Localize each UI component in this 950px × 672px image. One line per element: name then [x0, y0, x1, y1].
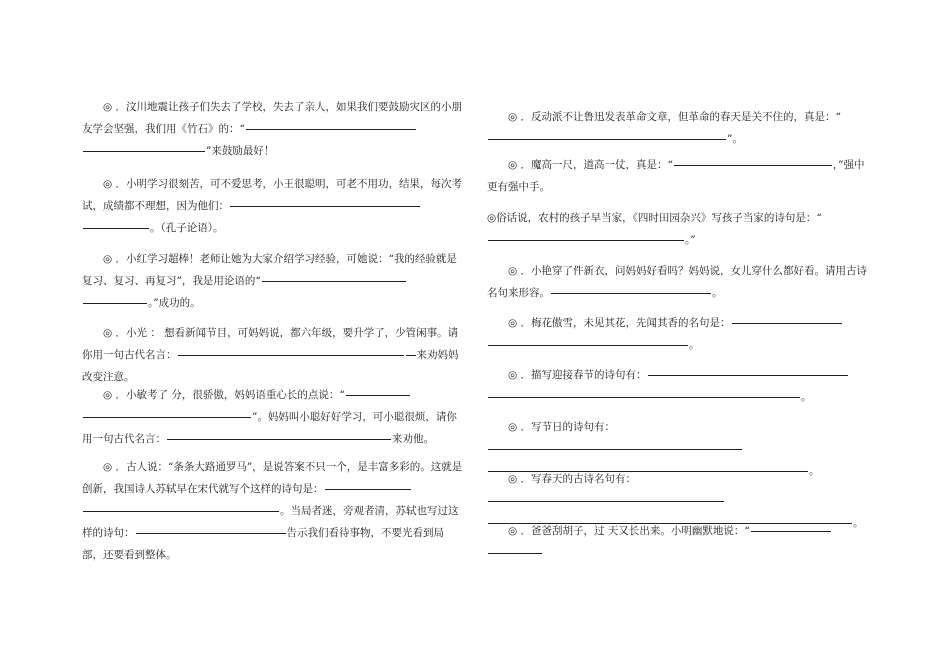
- question-12-text: ◎ ．描写迎接春节的诗句有：: [508, 369, 647, 381]
- question-3: [82, 248, 464, 314]
- question-9-text: ◎俗话说，农村的孩子早当家，《四时田园杂兴》写孩子当家的诗句是：“: [487, 212, 822, 224]
- question-4-text: 来劝妈妈改变注意。: [82, 349, 459, 383]
- blank-line[interactable]: [83, 228, 149, 229]
- question-2-text: 。（孔子论语）。: [150, 222, 224, 234]
- question-3-text: ◎ ．小红学习超棒！老师让她为大家介绍学习经验，可她说：“我的经验就是复习、复习、再复习”，我是用论语的“: [82, 253, 457, 287]
- blank-line[interactable]: [648, 375, 848, 376]
- blank-line[interactable]: [732, 323, 842, 324]
- question-13-text: 。: [809, 465, 820, 477]
- question-9: [487, 207, 869, 251]
- question-15-text: ◎ ．爸爸刮胡子，过 天又长出来。小明幽默地说：“: [508, 525, 750, 537]
- blank-line[interactable]: [488, 501, 724, 502]
- question-13-text: ◎ ．写节日的诗句有：: [508, 421, 615, 433]
- blank-line[interactable]: [230, 206, 420, 207]
- blank-line[interactable]: [751, 531, 831, 532]
- blank-line[interactable]: [488, 345, 688, 346]
- question-11-text: 。: [689, 339, 700, 351]
- blank-line[interactable]: [488, 240, 684, 241]
- question-5: [82, 384, 464, 450]
- question-5-text: ◎ ．小敏考了 分，很骄傲，妈妈语重心长的点说：“: [103, 389, 345, 401]
- question-8: [487, 154, 869, 198]
- question-7: [487, 106, 869, 150]
- blank-line[interactable]: [325, 489, 411, 490]
- question-7-text: ”。: [727, 133, 743, 145]
- question-2: [82, 173, 464, 239]
- blank-line[interactable]: [83, 303, 147, 304]
- blank-line[interactable]: [136, 533, 286, 534]
- question-8-text: ，”强中更有强中手。: [487, 159, 865, 193]
- question-11-text: ◎ ．梅花傲雪，未见其花，先闻其香的名句是：: [508, 317, 731, 329]
- blank-line[interactable]: [83, 511, 279, 512]
- question-2-text: ◎ ．小明学习很刻苦，可不爱思考，小王很聪明，可老不用功，结果，每次考试，成绩都不理想，因为他们：: [82, 178, 462, 212]
- question-5-text: 来劝他。: [392, 433, 434, 445]
- question-1-text: ◎ ．汶川地震让孩子们失去了学校，失去了亲人，如果我们要鼓励灾区的小朋友学会坚强，我们用《竹石》的：“: [82, 101, 462, 135]
- question-3-text: 。”成功的。: [148, 297, 201, 309]
- question-10-text: 。: [712, 287, 723, 299]
- question-14-text: ◎ ．写春天的古诗名句有：: [508, 473, 636, 485]
- blank-line[interactable]: [262, 281, 406, 282]
- question-1-text: ”来鼓励最好！: [206, 145, 275, 157]
- question-7-text: ◎ ．反动派不让鲁迅发表革命文章，但革命的春天是关不住的，真是：“: [508, 111, 841, 123]
- blank-line[interactable]: [488, 553, 542, 554]
- blank-line[interactable]: [406, 355, 416, 356]
- blank-line[interactable]: [246, 129, 416, 130]
- blank-line[interactable]: [346, 395, 410, 396]
- question-6-text: 。当局者迷，旁观者清，苏轼也写过这样的诗句：: [82, 505, 459, 539]
- question-6-text: ◎ ．古人说：“条条大路通罗马”，是说答案不只一个，是丰富多彩的。这就是创新，我国诗人苏轼早在宋代就写个这样的诗句是：: [82, 461, 463, 495]
- question-8-text: ◎ ．魔高一尺，道高一仗，真是：“: [508, 159, 673, 171]
- blank-line[interactable]: [488, 139, 726, 140]
- blank-line[interactable]: [83, 417, 251, 418]
- question-14-text: 。: [853, 517, 864, 529]
- question-10: [487, 260, 869, 304]
- question-12: [487, 364, 869, 408]
- question-15: [487, 520, 869, 564]
- question-4: [82, 322, 464, 388]
- blank-line[interactable]: [167, 439, 391, 440]
- question-12-text: 。: [801, 391, 812, 403]
- blank-line[interactable]: [488, 449, 742, 450]
- blank-line[interactable]: [178, 355, 404, 356]
- question-9-text: 。”: [685, 234, 696, 246]
- question-6: [82, 456, 464, 566]
- question-6-text: 告示我们看待事物，不要光看到局部，还要看到整体。: [82, 527, 444, 561]
- question-5-text: ”。妈妈叫小聪好好学习，可小聪很烦，请你用一句古代名言：: [82, 411, 457, 445]
- question-1: [82, 96, 464, 162]
- question-10-text: ◎ ．小艳穿了件新衣，问妈妈好看吗？妈妈说，女儿穿什么都好看。请用古诗名句来形容。: [487, 265, 867, 299]
- blank-line[interactable]: [83, 151, 205, 152]
- blank-line[interactable]: [674, 165, 832, 166]
- question-11: [487, 312, 869, 356]
- question-4-text: ◎ ．小光 ： 想看新闻节目，可妈妈说，都六年级，要升学了，少管闲事。请你用一句古代名言：: [82, 327, 459, 361]
- blank-line[interactable]: [551, 293, 711, 294]
- blank-line[interactable]: [488, 397, 800, 398]
